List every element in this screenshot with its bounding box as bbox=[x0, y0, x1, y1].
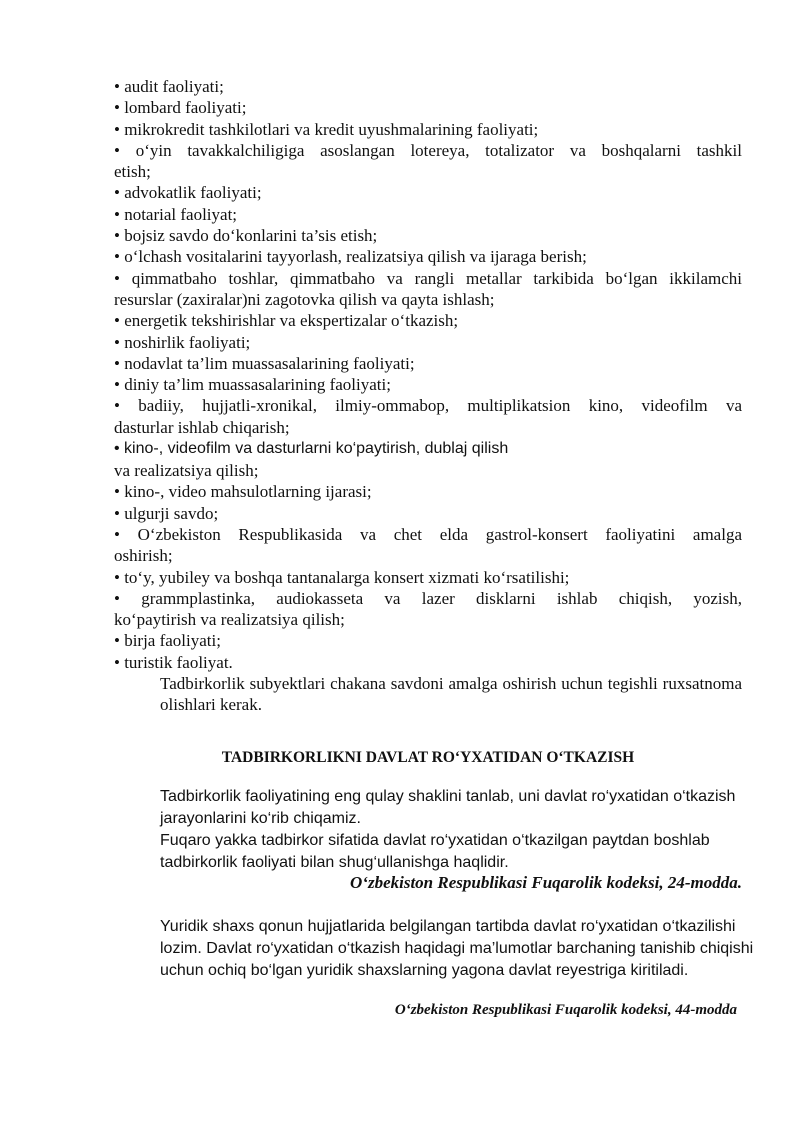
activity-list bbox=[114, 76, 742, 716]
list-item: • nodavlat ta’lim muassasalarining faoliyati; bbox=[114, 353, 415, 373]
list-item: • lombard faoliyati; bbox=[114, 98, 247, 118]
list-item: • noshirlik faoliyati; bbox=[114, 332, 251, 352]
list-item: • badiiy, hujjatli-xronikal, ilmiy-ommabop, multiplikatsion kino, videofilm va bbox=[114, 396, 742, 416]
list-item: • O‘zbekiston Respublikasida va chet elda gastrol-konsert faoliyatini amalga bbox=[114, 524, 742, 544]
list-item: • o‘lchash vositalarini tayyorlash, realizatsiya qilish va ijaraga berish; bbox=[114, 247, 587, 267]
list-item: • advokatlik faoliyati; bbox=[114, 183, 262, 203]
list-item: • kino-, video mahsulotlarning ijarasi; bbox=[114, 482, 372, 502]
list-item: • kino-, videofilm va dasturlarni ko‘paytirish, dublaj qilish bbox=[114, 440, 509, 458]
list-item: • ulgurji savdo; bbox=[114, 503, 219, 523]
list-item-continuation: dasturlar ishlab chiqarish; bbox=[114, 417, 290, 437]
list-item: • bojsiz savdo do‘konlarini ta’sis etish; bbox=[114, 226, 378, 246]
list-item: • to‘y, yubiley va boshqa tantanalarga konsert xizmati ko‘rsatilishi; bbox=[114, 567, 570, 587]
list-item: • turistik faoliyat. bbox=[114, 652, 233, 672]
list-item-continuation: etish; bbox=[114, 162, 151, 182]
list-item-continuation: ko‘paytirish va realizatsiya qilish; bbox=[114, 610, 345, 630]
paragraph-2: Fuqaro yakka tadbirkor sifatida davlat ro‘yxatidan o‘tkazilgan paytdan boshlab tadbirkorlik faoliyati bilan shug‘ullanishga haqlidir. bbox=[160, 832, 710, 871]
list-item: • notarial faoliyat; bbox=[114, 204, 238, 224]
paragraph-3: Yuridik shaxs qonun hujjatlarida belgilangan tartibda davlat ro‘yxatidan o‘tkazilishi lozim. Davlat ro‘yxatidan o‘tkazish haqidagi ma’lumotlar barchaning tanishib chiqishi uchun ochiq bo‘lgan yuridik shaxslarning yagona davlat reyestriga kiritiladi. bbox=[160, 918, 754, 979]
list-item: • mikrokredit tashkilotlari va kredit uyushmalarining faoliyati; bbox=[114, 119, 539, 139]
list-item-continuation: resurslar (zaxiralar)ni zagotovka qilish va qayta ishlash; bbox=[114, 289, 495, 309]
list-item: • diniy ta’lim muassasalarining faoliyati; bbox=[114, 375, 391, 395]
list-item: • audit faoliyati; bbox=[114, 77, 224, 96]
citation-civil-code-44: O‘zbekiston Respublikasi Fuqarolik kodeksi, 44-modda bbox=[394, 1002, 737, 1018]
list-item: • grammplastinka, audiokasseta va lazer disklarni ishlab chiqish, yozish, bbox=[114, 588, 742, 608]
retail-paragraph: Tadbirkorlik subyektlari chakana savdoni amalga oshirish uchun tegishli ruxsatnoma olishlari kerak. bbox=[160, 674, 742, 715]
list-item: • birja faoliyati; bbox=[114, 631, 221, 651]
list-item: • o‘yin tavakkalchiligiga asoslangan lotereya, totalizator va boshqalarni tashkil bbox=[114, 140, 742, 160]
citation-civil-code-24: O‘zbekiston Respublikasi Fuqarolik kodeksi, 24-modda. bbox=[350, 873, 742, 892]
list-item-continuation: oshirish; bbox=[114, 546, 173, 566]
list-item: • energetik tekshirishlar va ekspertizalar o‘tkazish; bbox=[114, 311, 459, 331]
list-item-continuation: va realizatsiya qilish; bbox=[114, 461, 259, 481]
section-heading: TADBIRKORLIKNI DAVLAT RO‘YXATIDAN O‘TKAZISH bbox=[221, 749, 635, 766]
list-item: • qimmatbaho toshlar, qimmatbaho va rangli metallar tarkibida bo‘lgan ikkilamchi bbox=[114, 268, 742, 288]
paragraph-1: Tadbirkorlik faoliyatining eng qulay shaklini tanlab, uni davlat ro‘yxatidan o‘tkazish jarayonlarini ko‘rib chiqamiz. bbox=[160, 788, 736, 827]
